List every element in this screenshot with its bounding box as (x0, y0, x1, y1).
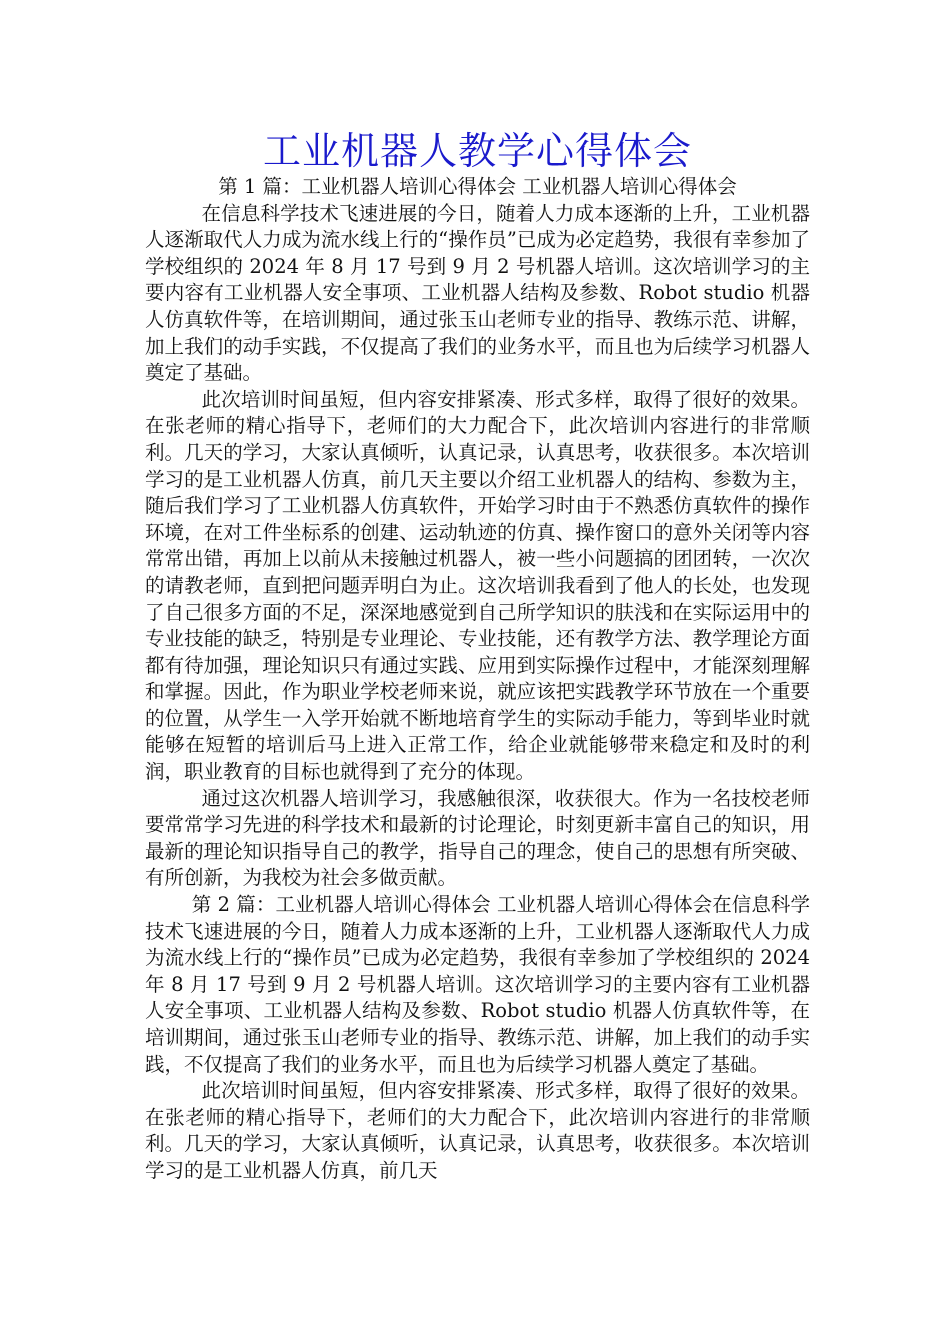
paragraph-1: 在信息科学技术飞速进展的今日，随着人力成本逐渐的上升，工业机器人逐渐取代人力成为流水线上行的“操作员”已成为必定趋势，我很有幸参加了学校组织的 2024 年 8 月 17 号到 9 月 2 号机器人培训。这次培训学习的主要内容有工业机器人安全事项、工业机器人结构及参数、Robot studio 机器人仿真软件等，在培训期间，通过张玉山老师专业的指导、教练示范、讲解，加上我们的动手实践，不仅提高了我们的业务水平，而且也为后续学习机器人奠定了基础。 (145, 201, 810, 385)
document-body (145, 128, 810, 1185)
paragraph-2: 此次培训时间虽短，但内容安排紧凑、形式多样，取得了很好的效果。在张老师的精心指导下，老师们的大力配合下，此次培训内容进行的非常顺利。几天的学习，大家认真倾听，认真记录，认真思考，收获很多。本次培训学习的是工业机器人仿真，前几天主要以介绍工业机器人的结构、参数为主，随后我们学习了工业机器人仿真软件，开始学习时由于不熟悉仿真软件的操作环境，在对工件坐标系的创建、运动轨迹的仿真、操作窗口的意外关闭等内容常常出错，再加上以前从未接触过机器人，被一些小问题搞的团团转，一次次的请教老师，直到把问题弄明白为止。这次培训我看到了他人的长处，也发现了自己很多方面的不足，深深地感觉到自己所学知识的肤浅和在实际运用中的专业技能的缺乏，特别是专业理论、专业技能，还有教学方法、教学理论方面都有待加强，理论知识只有通过实践、应用到实际操作过程中，才能深刻理解和掌握。因此，作为职业学校老师来说，就应该把实践教学环节放在一个重要的位置，从学生一入学开始就不断地培育学生的实际动手能力，等到毕业时就能够在短暂的培训后马上进入正常工作，给企业就能够带来稳定和及时的利润，职业教育的目标也就得到了充分的体现。 (145, 387, 810, 784)
paragraph-3: 通过这次机器人培训学习，我感触很深，收获很大。作为一名技校老师要常常学习先进的科学技术和最新的讨论理论，时刻更新丰富自己的知识，用最新的理论知识指导自己的教学，指导自己的理念，使自己的思想有所突破、有所创新，为我校为社会多做贡献。 (145, 786, 810, 890)
paragraph-4: 第 2 篇：工业机器人培训心得体会 工业机器人培训心得体会在信息科学技术飞速进展的今日，随着人力成本逐渐的上升，工业机器人逐渐取代人力成为流水线上行的“操作员”已成为必定趋势，我很有幸参加了学校组织的 2024 年 8 月 17 号到 9 月 2 号机器人培训。这次培训学习的主要内容有工业机器人安全事项、工业机器人结构及参数、Robot studio 机器人仿真软件等，在培训期间，通过张玉山老师专业的指导、教练示范、讲解，加上我们的动手实践，不仅提高了我们的业务水平，而且也为后续学习机器人奠定了基础。 (145, 893, 810, 1076)
paragraph-5: 此次培训时间虽短，但内容安排紧凑、形式多样，取得了很好的效果。在张老师的精心指导下，老师们的大力配合下，此次培训内容进行的非常顺利。几天的学习，大家认真倾听，认真记录，认真思考，收获很多。本次培训学习的是工业机器人仿真，前几天 (145, 1079, 810, 1182)
document-subtitle: 第 1 篇：工业机器人培训心得体会 工业机器人培训心得体会 (218, 175, 737, 198)
document-title: 工业机器人教学心得体会 (262, 129, 692, 173)
